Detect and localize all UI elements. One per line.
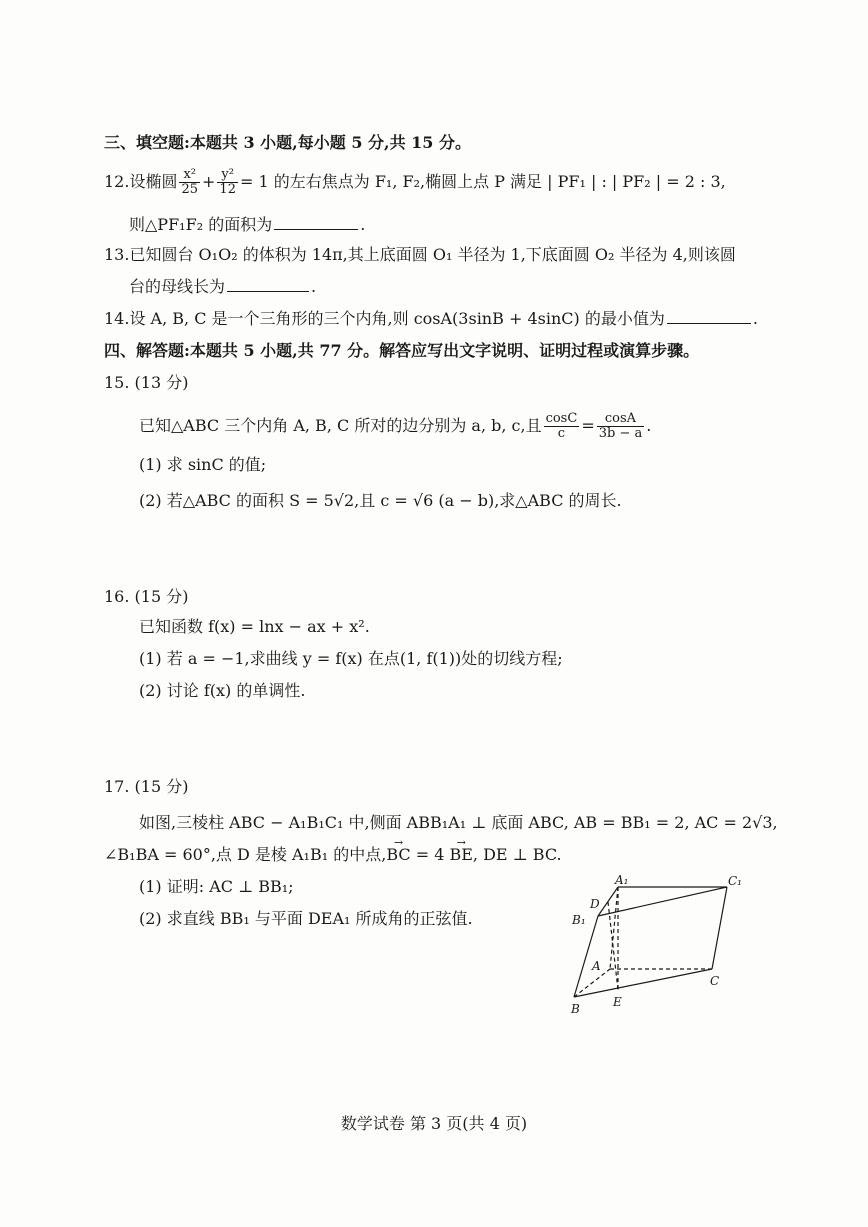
q13-text: 已知圆台 O₁O₂ 的体积为 14π,其上底面圆 O₁ 半径为 1,下底面圆 O₂ 半径为 4,则该圆 <box>129 245 736 264</box>
prism-figure <box>560 870 760 1020</box>
question-17-header: 17. (15 分) <box>104 777 189 796</box>
section-3-heading: 三、填空题:本题共 3 小题,每小题 5 分,共 15 分。 <box>104 133 472 152</box>
question-15-part-1: (1) 求 sinC 的值; <box>139 455 267 474</box>
question-15-part-2: (2) 若△ABC 的面积 S = 5√2,且 c = √6 (a − b),求△ABC 的周长. <box>139 491 622 510</box>
answer-blank[interactable] <box>274 215 358 230</box>
question-17-line-2 <box>104 844 868 866</box>
question-number: 14. <box>104 309 130 328</box>
period: . <box>360 215 366 234</box>
period: . <box>646 416 652 435</box>
question-12-line-1 <box>104 168 868 197</box>
edge-C1-C <box>712 887 727 969</box>
equals-sign: = <box>581 416 595 435</box>
fraction-cosC-c <box>544 412 580 441</box>
plus-sign: + <box>202 172 216 191</box>
question-16-part-2: (2) 讨论 f(x) 的单调性. <box>139 681 306 700</box>
fraction-denominator: 12 <box>219 182 236 197</box>
page-footer: 数学试卷 第 3 页(共 4 页) <box>340 1114 528 1133</box>
q13-line2-text: 台的母线长为 <box>129 277 226 296</box>
q15-stem-text: 已知△ABC 三个内角 A, B, C 所对的边分别为 a, b, c,且 <box>139 416 542 435</box>
label-D: D <box>590 897 600 911</box>
section-4-heading: 四、解答题:本题共 5 小题,共 77 分。解答应写出文字说明、证明过程或演算步骤。 <box>104 341 700 360</box>
label-B1: B₁ <box>572 913 586 927</box>
edge-B-C <box>574 969 712 997</box>
label-C: C <box>710 974 720 988</box>
fraction-numerator: cosA <box>597 412 645 427</box>
question-17-part-2: (2) 求直线 BB₁ 与平面 DEA₁ 所成角的正弦值. <box>139 909 473 928</box>
question-14 <box>104 308 868 330</box>
fraction-x2-25 <box>179 168 200 197</box>
question-13-line-2 <box>129 276 868 298</box>
answer-blank[interactable] <box>667 309 751 324</box>
question-17-part-1: (1) 证明: AC ⊥ BB₁; <box>139 877 294 896</box>
fraction-numerator: y² <box>217 168 238 183</box>
question-16-header: 16. (15 分) <box>104 587 189 606</box>
q12-post-text: = 1 的左右焦点为 F₁, F₂,椭圆上点 P 满足 | PF₁ | : | PF₂ | = 2 : 3, <box>239 172 726 191</box>
question-13-line-1 <box>104 244 868 266</box>
question-number: 12. <box>104 172 130 191</box>
vector-BC: → BC <box>386 844 410 866</box>
q17-line2-text: ∠B₁BA = 60°,点 D 是棱 A₁B₁ 的中点, <box>104 845 387 864</box>
q17-equals-4: = 4 <box>410 845 450 864</box>
label-C1: C₁ <box>728 874 742 888</box>
question-16-part-1: (1) 若 a = −1,求曲线 y = f(x) 在点(1, f(1))处的切线方程; <box>139 649 563 668</box>
q17-line2-end: , DE ⊥ BC. <box>472 845 562 864</box>
label-E: E <box>613 995 622 1009</box>
edge-B1-B <box>574 916 598 997</box>
period: . <box>311 277 317 296</box>
label-A: A <box>592 959 601 973</box>
question-15-header: 15. (13 分) <box>104 373 189 392</box>
question-17-line-1: 如图,三棱柱 ABC − A₁B₁C₁ 中,侧面 ABB₁A₁ ⊥ 底面 ABC, AB = BB₁ = 2, AC = 2√3, <box>139 813 778 832</box>
question-15-stem <box>139 412 868 441</box>
fraction-denominator: 25 <box>181 182 199 197</box>
q14-text: 设 A, B, C 是一个三角形的三个内角,则 cosA(3sinB + 4sinC) 的最小值为 <box>129 309 665 328</box>
label-B: B <box>571 1002 580 1016</box>
edge-A1-A <box>610 887 618 969</box>
fraction-y2-12 <box>217 168 238 197</box>
fraction-numerator: cosC <box>545 411 578 426</box>
answer-blank[interactable] <box>227 277 309 292</box>
question-number: 13. <box>104 245 130 264</box>
fraction-numerator: x² <box>179 168 200 183</box>
fraction-denominator: c <box>557 426 566 441</box>
question-12-line-2 <box>129 214 868 236</box>
period: . <box>752 309 758 328</box>
label-A1: A₁ <box>615 873 629 887</box>
fraction-cosA-3b-a <box>597 412 645 441</box>
fraction-denominator: 3b − a <box>598 426 643 441</box>
q12-pre-text: 设椭圆 <box>129 172 178 191</box>
vector-BE: → BE <box>449 844 472 866</box>
q12-line2-text: 则△PF₁F₂ 的面积为 <box>129 215 273 234</box>
edge-B1-C1 <box>598 887 727 916</box>
segment-D-E <box>608 902 618 990</box>
question-16-stem: 已知函数 f(x) = lnx − ax + x². <box>139 617 370 636</box>
